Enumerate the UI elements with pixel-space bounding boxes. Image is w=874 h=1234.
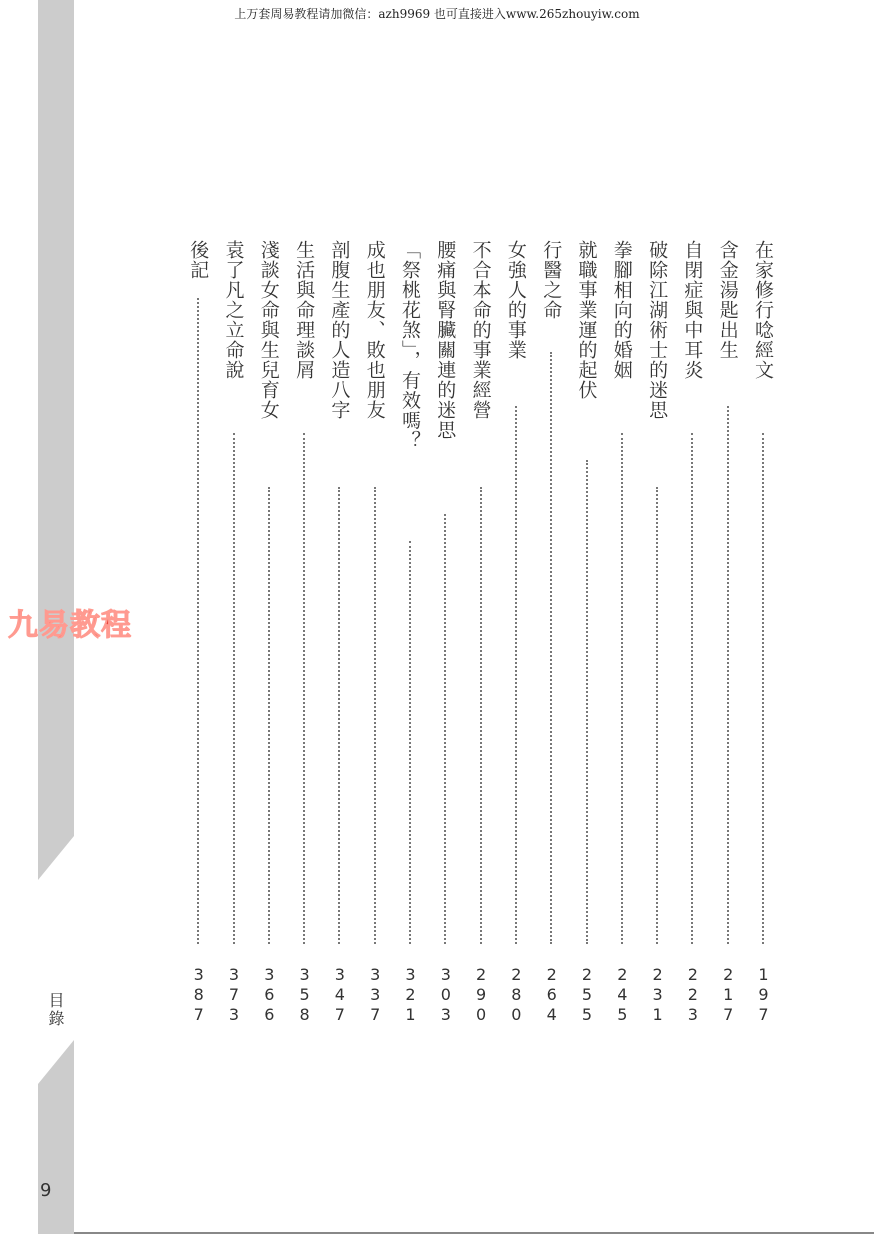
- toc-leader-dots: [691, 433, 693, 944]
- toc-entry-title: 行醫之命: [540, 240, 563, 320]
- toc-leader-dots: [656, 487, 658, 944]
- toc-entry-page: 290: [471, 965, 491, 1025]
- toc-entry[interactable]: [679, 240, 705, 1030]
- toc-entry[interactable]: [362, 240, 388, 1030]
- toc-entry[interactable]: [185, 240, 211, 1030]
- toc-entry[interactable]: [397, 240, 423, 1030]
- toc-leader-dots: [374, 487, 376, 944]
- toc-entry-title: 女強人的事業: [504, 240, 527, 360]
- watermark-banner: 上万套周易教程请加微信：azh9969 也可直接进入www.265zhouyiw.com: [234, 7, 640, 21]
- toc-entry-page: 197: [754, 965, 773, 1025]
- toc-leader-dots: [586, 460, 588, 944]
- toc-leader-dots: [621, 433, 623, 944]
- toc-entry[interactable]: [574, 240, 600, 1030]
- section-label: 目錄: [46, 992, 65, 1028]
- toc-leader-dots: [550, 352, 552, 944]
- toc-entry[interactable]: [715, 240, 741, 1030]
- toc-entry-title: 淺談女命與生兒育女: [257, 240, 280, 420]
- toc-entry[interactable]: [291, 240, 317, 1030]
- toc-entry-title: 含金湯匙出生: [716, 240, 739, 360]
- toc-entry-page: 303: [436, 965, 456, 1025]
- toc-entry-title: 剖腹生產的人造八字: [328, 240, 351, 420]
- toc-entry-title: 生活與命理談屑: [293, 240, 316, 380]
- toc-entry-page: 373: [224, 965, 244, 1025]
- toc-entry-title: 自閉症與中耳炎: [681, 240, 704, 380]
- toc-entry[interactable]: [503, 240, 529, 1030]
- toc-leader-dots: [480, 487, 482, 944]
- toc-leader-dots: [303, 433, 305, 944]
- toc-entry-page: 231: [648, 965, 668, 1025]
- toc-entry[interactable]: [432, 240, 458, 1030]
- toc-entry[interactable]: [468, 240, 494, 1030]
- toc-entry[interactable]: [221, 240, 247, 1030]
- toc-entry-page: 358: [295, 965, 315, 1025]
- brand-logo: 九易教程: [8, 608, 132, 643]
- page-number: 9: [40, 1180, 52, 1201]
- toc-entry-title: 後記: [187, 240, 210, 280]
- toc-entry-title: 在家修行唸經文: [752, 240, 774, 380]
- toc-entry[interactable]: [644, 240, 670, 1030]
- toc-entry-page: 245: [612, 965, 632, 1025]
- toc-entry-title: 不合本命的事業經營: [469, 240, 492, 420]
- toc-entry-page: 387: [189, 965, 209, 1025]
- toc-entry-page: 223: [683, 965, 703, 1025]
- toc-entry-page: 217: [718, 965, 738, 1025]
- toc-entry-page: 366: [259, 965, 279, 1025]
- toc-leader-dots: [338, 487, 340, 944]
- toc-entry[interactable]: [538, 240, 564, 1030]
- toc-entry[interactable]: [609, 240, 635, 1030]
- toc-entry-page: 280: [506, 965, 526, 1025]
- toc-entry-page: 321: [401, 965, 420, 1025]
- toc-entry[interactable]: [750, 240, 776, 1030]
- toc-leader-dots: [515, 406, 517, 944]
- toc-entry-title: 腰痛與腎臟關連的迷思: [434, 240, 457, 440]
- toc-entry-page: 255: [577, 965, 597, 1025]
- toc-entry-page: 337: [365, 965, 385, 1025]
- toc-leader-dots: [197, 298, 199, 944]
- toc-leader-dots: [409, 541, 411, 944]
- toc-leader-dots: [727, 406, 729, 944]
- toc-leader-dots: [762, 433, 764, 944]
- toc-leader-dots: [233, 433, 235, 944]
- toc-entry-title: 成也朋友、敗也朋友: [363, 240, 386, 420]
- strip-gap: [38, 880, 74, 980]
- toc-entry-page: 264: [542, 965, 562, 1025]
- toc-leader-dots: [444, 514, 446, 944]
- toc-leader-dots: [268, 487, 270, 944]
- toc-entry[interactable]: [256, 240, 282, 1030]
- toc-entry[interactable]: [326, 240, 352, 1030]
- toc-entry-title: 「祭桃花煞」，有效嗎？: [399, 240, 421, 451]
- toc-entry-title: 破除江湖術士的迷思: [646, 240, 669, 420]
- toc-entry-title: 就職事業運的起伏: [575, 240, 598, 400]
- toc-entry-title: 拳腳相向的婚姻: [610, 240, 633, 380]
- toc-entry-title: 袁了凡之立命說: [222, 240, 245, 380]
- toc-entry-page: 347: [330, 965, 350, 1025]
